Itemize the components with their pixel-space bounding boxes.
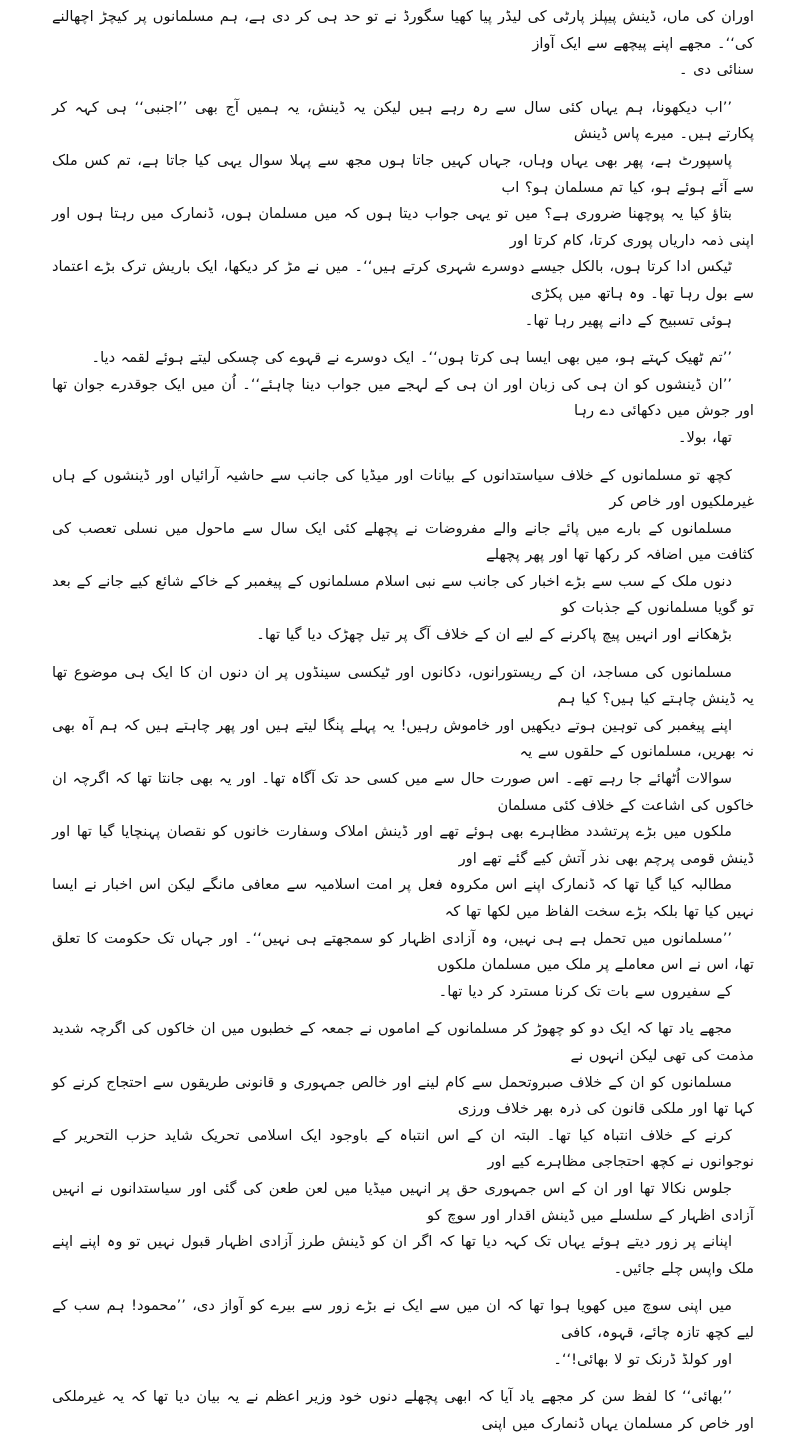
text-line: دنوں ملک کے سب سے بڑے اخبار کی جانب سے نبی اسلام مسلمانوں کے پیغمبر کے خاکے شائع کیے جانے کے بعد تو گویا مسلمانوں کے جذبات کو	[52, 572, 754, 617]
paragraph	[52, 463, 754, 649]
text-line: سنائی دی ۔	[678, 61, 754, 79]
text-line: اپنانے پر زور دیتے ہوئے یہاں تک کہہ دیا تھا کہ اگر ان کو ڈینش طرز آزادی اظہار قبول نہیں تو وہ اپنے اپنے ملک واپس چلے جائیں۔	[52, 1233, 754, 1277]
text-line: مسلمانوں کو ان کے خلاف صبروتحمل سے کام لینے اور خالص جمہوری و قانونی طریقوں سے احتجاج کرنے کو کہا تھا اور ملکی قانون کی ذرہ بھر خلاف ورزی	[52, 1073, 754, 1118]
text-line: میں اپنی سوچ میں کھویا ہوا تھا کہ ان میں سے ایک نے بڑے زور سے بیرے کو آواز دی، ’’محمود! ہم سب کے لیے کچھ تازہ چائے، قہوہ، کافی	[52, 1297, 754, 1341]
text-line: ’’ان ڈینشوں کو ان ہی کی زبان اور ان ہی کے لہجے میں جواب دینا چاہئے‘‘۔ اُن میں ایک جوقدرے جوان تھا اور جوش میں دکھائی دے رہا	[52, 375, 754, 420]
text-line: بڑھکانے اور انہیں پیچ پاکرنے کے لیے ان کے خلاف آگ پر تیل چھڑک دیا گیا تھا۔	[256, 626, 732, 644]
text-line: ٹیکس ادا کرتا ہوں، بالکل جیسے دوسرے شہری کرتے ہیں‘‘۔ میں نے مڑ کر دیکھا، ایک باریش ترک بڑے اعتماد سے بول رہا تھا۔ وہ ہاتھ میں پکڑی	[52, 258, 754, 302]
text-line: اور کولڈ ڈرنک تو لا بھائی!‘‘۔	[553, 1350, 732, 1368]
text-line: تھا، بولا۔	[677, 428, 732, 446]
paragraph	[52, 660, 754, 1006]
text-line: سوالات اُٹھائے جا رہے تھے۔ اس صورت حال سے میں کسی حد تک آگاہ تھا۔ اور یہ بھی جانتا تھا کہ اگرچہ ان خاکوں کی اشاعت کے خلاف کئی مسلمان	[52, 770, 754, 814]
text-line: پاسپورٹ ہے، پھر بھی یہاں وہاں، جہاں کہیں جاتا ہوں مجھ سے پہلا سوال یہی کیا جاتا ہے، تم کس ملک سے آئے ہوئے ہو، کیا تم مسلمان ہو؟ اب	[52, 151, 754, 196]
text-line: اپنے پیغمبر کی توہین ہوتے دیکھیں اور خاموش رہیں! یہ پہلے پنگا لیتے ہیں اور پھر چاہتے ہیں کہ ہم آہ بھی نہ بھریں، مسلمانوں کے حلقوں سے یہ	[52, 716, 754, 761]
text-line: مسلمانوں کی مساجد، ان کے ریستورانوں، دکانوں اور ٹیکسی سینڈوں پر ان دنوں ان کا ایک ہی موضوع تھا یہ ڈینش چاہتے کیا ہیں؟ کیا ہم	[52, 663, 754, 708]
text-line: ’’مسلمانوں میں تحمل ہے ہی نہیں، وہ آزادی اظہار کو سمجھتے ہی نہیں‘‘۔ اور جہاں تک حکومت کا تعلق تھا، اس نے اس معاملے پر ملک میں مسلمان ملکوں	[52, 929, 754, 974]
text-line: مسلمانوں کے بارے میں پائے جانے والے مفروضات نے پچھلے کئی ایک سال سے ماحول میں نسلی تعصب کی کثافت میں اضافہ کر رکھا تھا اور پھر پچھلے	[52, 519, 754, 564]
paragraph	[52, 4, 754, 84]
paragraph	[52, 345, 754, 451]
paragraph	[52, 1384, 754, 1437]
text-line: ’’تم ٹھیک کہتے ہو، میں بھی ایسا ہی کرتا ہوں‘‘۔ ایک دوسرے نے قہوے کی چسکی لیتے ہوئے لقمہ دیا۔	[91, 349, 732, 367]
paragraph	[52, 1293, 754, 1373]
text-line: مجھے یاد تھا کہ ایک دو کو چھوڑ کر مسلمانوں کے اماموں نے جمعہ کے خطبوں میں ان خاکوں کی اگرچہ شدید مذمت کی تھی لیکن انہوں نے	[52, 1020, 754, 1064]
text-line: بتاؤ کیا یہ پوچھنا ضروری ہے؟ میں تو یہی جواب دیتا ہوں کہ میں مسلمان ہوں، ڈنمارک میں رہتا ہوں اور اپنی ذمہ داریاں پوری کرتا، کام کرتا اور	[52, 205, 754, 249]
text-line: کچھ تو مسلمانوں کے خلاف سیاستدانوں کے بیانات اور میڈیا کی جانب سے حاشیہ آرائیاں اور ڈینشوں کے ہاں غیرملکیوں اور خاص کر	[52, 466, 754, 511]
text-line: ’’بھائی‘‘ کا لفظ سن کر مجھے یاد آیا کہ ابھی پچھلے دنوں خود وزیر اعظم نے یہ بیان دیا تھا کہ یہ غیرملکی اور خاص کر مسلمان یہاں ڈنمارک میں اپنی	[52, 1388, 754, 1432]
document-page	[52, 4, 754, 1432]
text-line: کرنے کے خلاف انتباہ کیا تھا۔ البتہ ان کے اس انتباہ کے باوجود ایک اسلامی تحریک شاید حزب التحریر کے نوجوانوں نے کچھ احتجاجی مظاہرے کیے اور	[52, 1126, 754, 1171]
text-line: مطالبہ کیا گیا تھا کہ ڈنمارک اپنے اس مکروہ فعل پر امت اسلامیہ سے معافی مانگے لیکن اس اخبار نے ایسا نہیں کیا تھا بلکہ بڑے سخت الفاظ میں لکھا تھا کہ	[52, 876, 754, 920]
paragraph	[52, 1016, 754, 1282]
text-line: ’’اب دیکھونا، ہم یہاں کئی سال سے رہ رہے ہیں لیکن یہ ڈینش، یہ ہمیں آج بھی ’’اجنبی‘‘ ہی کہہ کر پکارتے ہیں۔ میرے پاس ڈینش	[52, 98, 754, 143]
text-line: اوران کی ماں، ڈینش پیپلز پارٹی کی لیڈر پیا کھیا سگورڈ نے تو حد ہی کر دی ہے، ہم مسلمانوں پر کیچڑ اچھالنے کی‘‘۔ مجھے اپنے پیچھے سے ایک آواز	[52, 8, 754, 52]
text-line: ہوئی تسبیح کے دانے پھیر رہا تھا۔	[524, 311, 732, 329]
text-line: ملکوں میں بڑے پرتشدد مظاہرے بھی ہوئے تھے اور ڈینش املاک وسفارت خانوں کو نقصان پہنچایا گیا تھا اور ڈینش قومی پرچم بھی نذر آتش کیے گئے تھے اور	[52, 823, 754, 867]
text-line: کے سفیروں سے بات تک کرنا مسترد کر دیا تھا۔	[438, 982, 732, 1000]
paragraph	[52, 95, 754, 334]
text-line: جلوس نکالا تھا اور ان کے اس جمہوری حق پر انہیں میڈیا میں لعن طعن کی گئی اور سیاستدانوں نے انہیں آزادی اظہار کے سلسلے میں ڈینش اقدار اور سوچ کو	[52, 1179, 754, 1224]
